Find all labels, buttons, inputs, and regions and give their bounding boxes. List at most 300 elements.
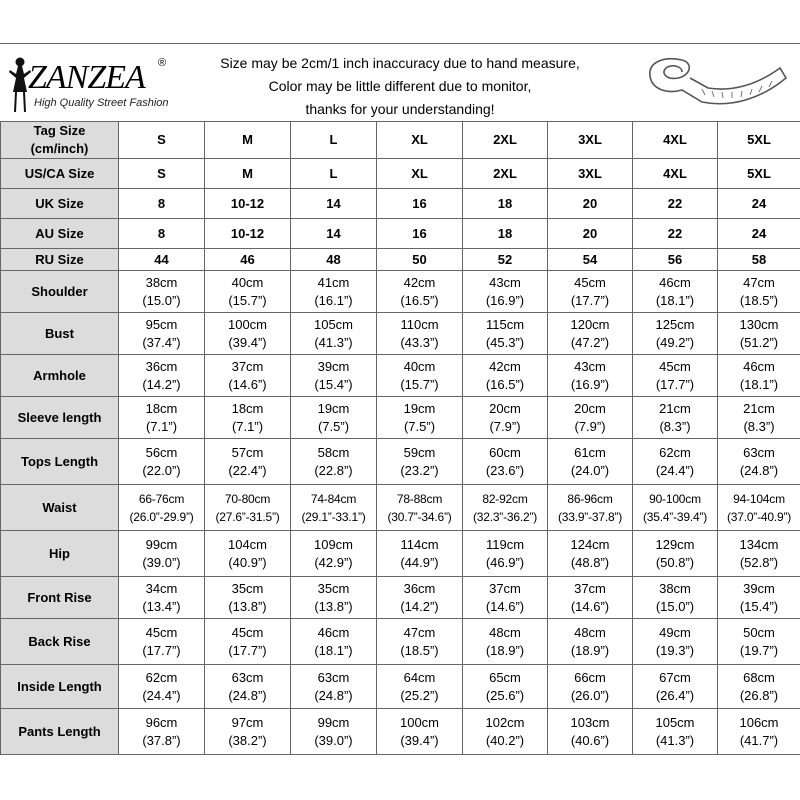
measurement-cell: [718, 271, 800, 313]
size-cell: 22: [633, 189, 718, 219]
size-table-body: [1, 122, 800, 755]
measurement-cell: [548, 577, 633, 619]
inch-value: (18.5”): [739, 292, 779, 308]
cm-value: 48cm: [489, 624, 521, 640]
cm-value: 130cm: [739, 316, 779, 332]
measurement-cell: [548, 531, 633, 577]
measurement-cell: [548, 485, 633, 531]
cm-value: 63cm: [231, 669, 264, 685]
cm-value: 109cm: [313, 536, 354, 552]
inch-value: (35.4”-39.4”): [642, 509, 708, 524]
size-cell: 5XL: [718, 159, 800, 189]
row-label: [1, 189, 119, 219]
row-label: [1, 249, 119, 271]
measurement-cell: [291, 439, 377, 485]
notice-line: thanks for your understanding!: [305, 101, 495, 117]
cm-value: 58cm: [317, 444, 350, 460]
row-label: Armhole: [1, 355, 119, 397]
cm-value: 68cm: [743, 669, 775, 685]
cm-value: 97cm: [231, 714, 264, 730]
measurement-cell: [291, 313, 377, 355]
measurement-cell: [633, 397, 718, 439]
measurement-cell: [291, 577, 377, 619]
inch-value: (16.9”): [485, 292, 525, 308]
measuring-tape-icon: [642, 50, 792, 116]
inch-value: (15.7”): [228, 292, 267, 308]
measurement-row: [1, 709, 800, 755]
inch-value: (15.0”): [655, 598, 695, 614]
row-label-text: US/CA Size: [24, 165, 95, 181]
size-cell: L: [291, 159, 377, 189]
cm-value: 20cm: [574, 400, 606, 416]
inch-value: (7.5”): [317, 418, 350, 434]
inch-value: (7.9”): [574, 418, 606, 434]
cm-value: 39cm: [317, 358, 350, 374]
measurement-cell: [377, 665, 463, 709]
brand-logo: [4, 52, 194, 116]
measurement-cell: [633, 313, 718, 355]
cm-value: 110cm: [400, 316, 439, 332]
measurement-row: [1, 577, 800, 619]
inch-value: (15.4”): [314, 376, 353, 392]
measurement-cell: [377, 619, 463, 665]
cm-value: 40cm: [231, 274, 264, 290]
inch-value: (32.3”-36.2”): [472, 509, 538, 524]
cm-value: 46cm: [743, 358, 775, 374]
measurement-cell: [119, 665, 205, 709]
cm-value: 19cm: [317, 400, 350, 416]
cm-value: 86-96cm: [567, 491, 613, 506]
inch-value: (22.0”): [142, 462, 181, 478]
size-cell: 56: [633, 249, 718, 271]
measurement-cell: [119, 531, 205, 577]
row-label-text: (cm/inch): [30, 141, 89, 156]
measurement-cell: [291, 355, 377, 397]
cm-value: 99cm: [145, 536, 178, 552]
inch-value: (40.6”): [570, 732, 610, 748]
inch-value: (19.3”): [655, 642, 695, 658]
measurement-cell: [377, 271, 463, 313]
measurement-cell: [119, 709, 205, 755]
cm-value: 120cm: [570, 316, 610, 332]
inch-value: (37.4”): [142, 334, 181, 350]
cm-value: 103cm: [570, 714, 610, 730]
inch-value: (17.7”): [655, 376, 695, 392]
inch-value: (41.3”): [314, 334, 353, 350]
cm-value: 45cm: [231, 624, 264, 640]
row-label-text: UK Size: [35, 195, 84, 211]
inch-value: (41.7”): [739, 732, 779, 748]
inch-value: (15.0”): [142, 292, 181, 308]
inch-value: (16.5”): [485, 376, 525, 392]
inch-value: (23.2”): [400, 462, 439, 478]
row-label: Bust: [1, 313, 119, 355]
inch-value: (26.0”): [570, 687, 610, 703]
cm-value: 114cm: [400, 536, 439, 552]
inch-value: (14.6”): [228, 376, 267, 392]
inch-value: (26.0”-29.9”): [129, 509, 194, 524]
inch-value: (26.8”): [739, 687, 779, 703]
inch-value: (18.1”): [739, 376, 779, 392]
cm-value: 36cm: [403, 580, 436, 596]
cm-value: 74-84cm: [310, 491, 357, 506]
inch-value: (7.9”): [489, 418, 521, 434]
size-cell: 8: [119, 219, 205, 249]
measurement-row: [1, 397, 800, 439]
measurement-notice: [200, 52, 600, 121]
inch-value: (27.6”-31.5”): [215, 509, 280, 524]
cm-value: 124cm: [570, 536, 610, 552]
inch-value: (8.3”): [659, 418, 691, 434]
measurement-cell: [119, 313, 205, 355]
row-label-text: Tag Size: [33, 123, 86, 138]
measurement-cell: [548, 271, 633, 313]
size-cell: 2XL: [463, 122, 548, 159]
inch-value: (18.1”): [314, 642, 353, 658]
measurement-cell: [548, 355, 633, 397]
inch-value: (40.2”): [485, 732, 525, 748]
measurement-cell: [463, 665, 548, 709]
size-cell: S: [119, 159, 205, 189]
cm-value: 95cm: [145, 316, 178, 332]
cm-value: 34cm: [145, 580, 178, 596]
measurement-cell: [205, 665, 291, 709]
cm-value: 66-76cm: [138, 491, 185, 506]
row-label: Hip: [1, 531, 119, 577]
measurement-cell: [718, 485, 800, 531]
inch-value: (41.3”): [655, 732, 695, 748]
size-cell: 14: [291, 189, 377, 219]
measurement-row: [1, 665, 800, 709]
measurement-cell: [119, 397, 205, 439]
row-label-text: AU Size: [35, 225, 84, 241]
inch-value: (22.4”): [228, 462, 267, 478]
measurement-cell: [205, 355, 291, 397]
size-cell: 3XL: [548, 122, 633, 159]
inch-value: (42.9”): [314, 554, 353, 570]
measurement-cell: [463, 531, 548, 577]
measurement-row: [1, 439, 800, 485]
cm-value: 36cm: [145, 358, 178, 374]
size-cell: 54: [548, 249, 633, 271]
measurement-cell: [291, 485, 377, 531]
cm-value: 62cm: [145, 669, 178, 685]
inch-value: (15.7”): [400, 376, 439, 392]
measurement-cell: [119, 577, 205, 619]
inch-value: (47.2”): [570, 334, 610, 350]
measurement-cell: [633, 665, 718, 709]
inch-value: (48.8”): [570, 554, 610, 570]
cm-value: 45cm: [574, 274, 606, 290]
cm-value: 48cm: [574, 624, 606, 640]
cm-value: 59cm: [403, 444, 436, 460]
cm-value: 115cm: [485, 316, 525, 332]
measurement-cell: [119, 355, 205, 397]
size-cell: 20: [548, 219, 633, 249]
measurement-row: [1, 271, 800, 313]
size-cell: XL: [377, 159, 463, 189]
cm-value: 20cm: [489, 400, 521, 416]
row-label: Front Rise: [1, 577, 119, 619]
inch-value: (39.0”): [314, 732, 353, 748]
measurement-cell: [633, 271, 718, 313]
inch-value: (13.4”): [142, 598, 181, 614]
inch-value: (17.7”): [228, 642, 267, 658]
inch-value: (17.7”): [570, 292, 610, 308]
inch-value: (18.9”): [570, 642, 610, 658]
measurement-cell: [718, 397, 800, 439]
inch-value: (49.2”): [655, 334, 695, 350]
cm-value: 49cm: [659, 624, 691, 640]
measurement-cell: [205, 313, 291, 355]
cm-value: 64cm: [403, 669, 436, 685]
measurement-cell: [205, 531, 291, 577]
cm-value: 40cm: [403, 358, 436, 374]
measurement-cell: [718, 313, 800, 355]
cm-value: 129cm: [655, 536, 695, 552]
measurement-cell: [377, 577, 463, 619]
measurement-row: [1, 485, 800, 531]
measurement-cell: [548, 665, 633, 709]
measurement-cell: [119, 271, 205, 313]
row-label: Back Rise: [1, 619, 119, 665]
measurement-cell: [463, 313, 548, 355]
measurement-row: [1, 355, 800, 397]
cm-value: 42cm: [489, 358, 521, 374]
measurement-cell: [633, 439, 718, 485]
cm-value: 43cm: [489, 274, 521, 290]
cm-value: 119cm: [485, 536, 525, 552]
size-cell: 20: [548, 189, 633, 219]
inch-value: (19.7”): [739, 642, 779, 658]
inch-value: (18.9”): [485, 642, 525, 658]
measurement-cell: [291, 665, 377, 709]
inch-value: (29.1”-33.1”): [301, 509, 366, 524]
cm-value: 38cm: [145, 274, 178, 290]
row-label: Tops Length: [1, 439, 119, 485]
measurement-cell: [718, 439, 800, 485]
inch-value: (51.2”): [739, 334, 779, 350]
measurement-cell: [463, 439, 548, 485]
measurement-cell: [377, 397, 463, 439]
inch-value: (18.5”): [400, 642, 439, 658]
cm-value: 94-104cm: [733, 491, 785, 506]
inch-value: (7.1”): [145, 418, 178, 434]
inch-value: (24.8”): [314, 687, 353, 703]
cm-value: 42cm: [403, 274, 436, 290]
measurement-cell: [205, 397, 291, 439]
measurement-cell: [718, 619, 800, 665]
cm-value: 67cm: [659, 669, 691, 685]
measurement-cell: [633, 485, 718, 531]
row-label: Shoulder: [1, 271, 119, 313]
size-cell: 18: [463, 219, 548, 249]
inch-value: (25.6”): [485, 687, 525, 703]
cm-value: 96cm: [145, 714, 178, 730]
measurement-cell: [205, 619, 291, 665]
measurement-row: [1, 313, 800, 355]
measurement-cell: [377, 485, 463, 531]
inch-value: (14.6”): [485, 598, 525, 614]
measurement-cell: [119, 439, 205, 485]
measurement-cell: [718, 577, 800, 619]
size-cell: M: [205, 122, 291, 159]
cm-value: 60cm: [489, 444, 521, 460]
inch-value: (25.2”): [400, 687, 439, 703]
measurement-cell: [463, 271, 548, 313]
size-cell: 4XL: [633, 122, 718, 159]
size-table: [0, 121, 800, 755]
inch-value: (30.7”-34.6”): [387, 509, 452, 524]
size-cell: M: [205, 159, 291, 189]
inch-value: (16.5”): [400, 292, 439, 308]
size-cell: 22: [633, 219, 718, 249]
cm-value: 78-88cm: [396, 491, 443, 506]
size-cell: 4XL: [633, 159, 718, 189]
cm-value: 66cm: [574, 669, 606, 685]
cm-value: 100cm: [399, 714, 440, 730]
cm-value: 46cm: [317, 624, 350, 640]
measurement-cell: [463, 619, 548, 665]
cm-value: 37cm: [231, 358, 264, 374]
cm-value: 63cm: [743, 444, 775, 460]
cm-value: 37cm: [489, 580, 521, 596]
row-label: Inside Length: [1, 665, 119, 709]
row-label: [1, 219, 119, 249]
size-cell: 14: [291, 219, 377, 249]
measurement-cell: [718, 665, 800, 709]
measurement-cell: [377, 531, 463, 577]
size-cell: 44: [119, 249, 205, 271]
measurement-cell: [205, 577, 291, 619]
inch-value: (13.8”): [314, 598, 353, 614]
cm-value: 125cm: [655, 316, 695, 332]
cm-value: 106cm: [739, 714, 779, 730]
cm-value: 104cm: [227, 536, 268, 552]
cm-value: 38cm: [659, 580, 691, 596]
cm-value: 21cm: [743, 400, 775, 416]
cm-value: 19cm: [403, 400, 436, 416]
inch-value: (24.8”): [739, 462, 779, 478]
measurement-cell: [718, 531, 800, 577]
notice-line: Size may be 2cm/1 inch inaccuracy due to hand measure,: [220, 55, 580, 71]
cm-value: 63cm: [317, 669, 350, 685]
measurement-cell: [119, 485, 205, 531]
cm-value: 61cm: [574, 444, 606, 460]
size-row: [1, 159, 800, 189]
row-label: Waist: [1, 485, 119, 531]
inch-value: (23.6”): [485, 462, 525, 478]
measurement-cell: [633, 709, 718, 755]
size-row: [1, 122, 800, 159]
inch-value: (22.8”): [314, 462, 353, 478]
cm-value: 46cm: [659, 274, 691, 290]
inch-value: (16.1”): [314, 292, 353, 308]
cm-value: 82-92cm: [482, 491, 528, 506]
inch-value: (52.8”): [739, 554, 779, 570]
size-cell: 16: [377, 219, 463, 249]
cm-value: 45cm: [145, 624, 178, 640]
cm-value: 21cm: [659, 400, 691, 416]
cm-value: 57cm: [231, 444, 264, 460]
inch-value: (24.8”): [228, 687, 267, 703]
brand-name: ZANZEA: [28, 59, 145, 96]
cm-value: 41cm: [317, 274, 350, 290]
measurement-cell: [548, 397, 633, 439]
measurement-cell: [463, 577, 548, 619]
inch-value: (17.7”): [142, 642, 181, 658]
size-row: [1, 189, 800, 219]
cm-value: 105cm: [655, 714, 695, 730]
brand-tagline: High Quality Street Fashion: [34, 97, 169, 109]
measurement-row: [1, 531, 800, 577]
cm-value: 56cm: [145, 444, 178, 460]
cm-value: 50cm: [743, 624, 775, 640]
inch-value: (50.8”): [655, 554, 695, 570]
cm-value: 18cm: [145, 400, 178, 416]
size-cell: 50: [377, 249, 463, 271]
size-cell: S: [119, 122, 205, 159]
measurement-cell: [205, 709, 291, 755]
inch-value: (39.4”): [228, 334, 267, 350]
measurement-cell: [291, 709, 377, 755]
measurement-cell: [377, 313, 463, 355]
size-cell: L: [291, 122, 377, 159]
inch-value: (24.4”): [142, 687, 181, 703]
measurement-cell: [463, 355, 548, 397]
cm-value: 90-100cm: [649, 491, 701, 506]
inch-value: (40.9”): [228, 554, 267, 570]
cm-value: 35cm: [231, 580, 264, 596]
cm-value: 62cm: [659, 444, 691, 460]
row-label: Pants Length: [1, 709, 119, 755]
measurement-row: [1, 619, 800, 665]
measurement-cell: [633, 355, 718, 397]
inch-value: (39.4”): [400, 732, 439, 748]
size-cell: 48: [291, 249, 377, 271]
inch-value: (46.9”): [485, 554, 525, 570]
measurement-cell: [291, 397, 377, 439]
measurement-cell: [633, 619, 718, 665]
size-cell: 10-12: [205, 189, 291, 219]
inch-value: (45.3”): [485, 334, 525, 350]
size-row: [1, 249, 800, 271]
inch-value: (33.9”-37.8”): [557, 509, 623, 524]
cm-value: 37cm: [574, 580, 606, 596]
measurement-cell: [548, 439, 633, 485]
row-label: [1, 122, 119, 159]
measurement-cell: [463, 485, 548, 531]
size-cell: 5XL: [718, 122, 800, 159]
cm-value: 47cm: [403, 624, 436, 640]
inch-value: (7.5”): [403, 418, 436, 434]
size-cell: 52: [463, 249, 548, 271]
measurement-cell: [291, 271, 377, 313]
size-cell: 58: [718, 249, 800, 271]
inch-value: (14.2”): [142, 376, 181, 392]
measurement-cell: [205, 439, 291, 485]
row-label-text: RU Size: [35, 251, 84, 267]
cm-value: 43cm: [574, 358, 606, 374]
size-cell: 8: [119, 189, 205, 219]
measurement-cell: [291, 619, 377, 665]
registered-mark: ®: [158, 57, 167, 69]
measurement-cell: [463, 397, 548, 439]
inch-value: (24.4”): [655, 462, 695, 478]
cm-value: 45cm: [659, 358, 691, 374]
inch-value: (7.1”): [231, 418, 264, 434]
notice-line: Color may be little different due to monitor,: [268, 78, 532, 94]
